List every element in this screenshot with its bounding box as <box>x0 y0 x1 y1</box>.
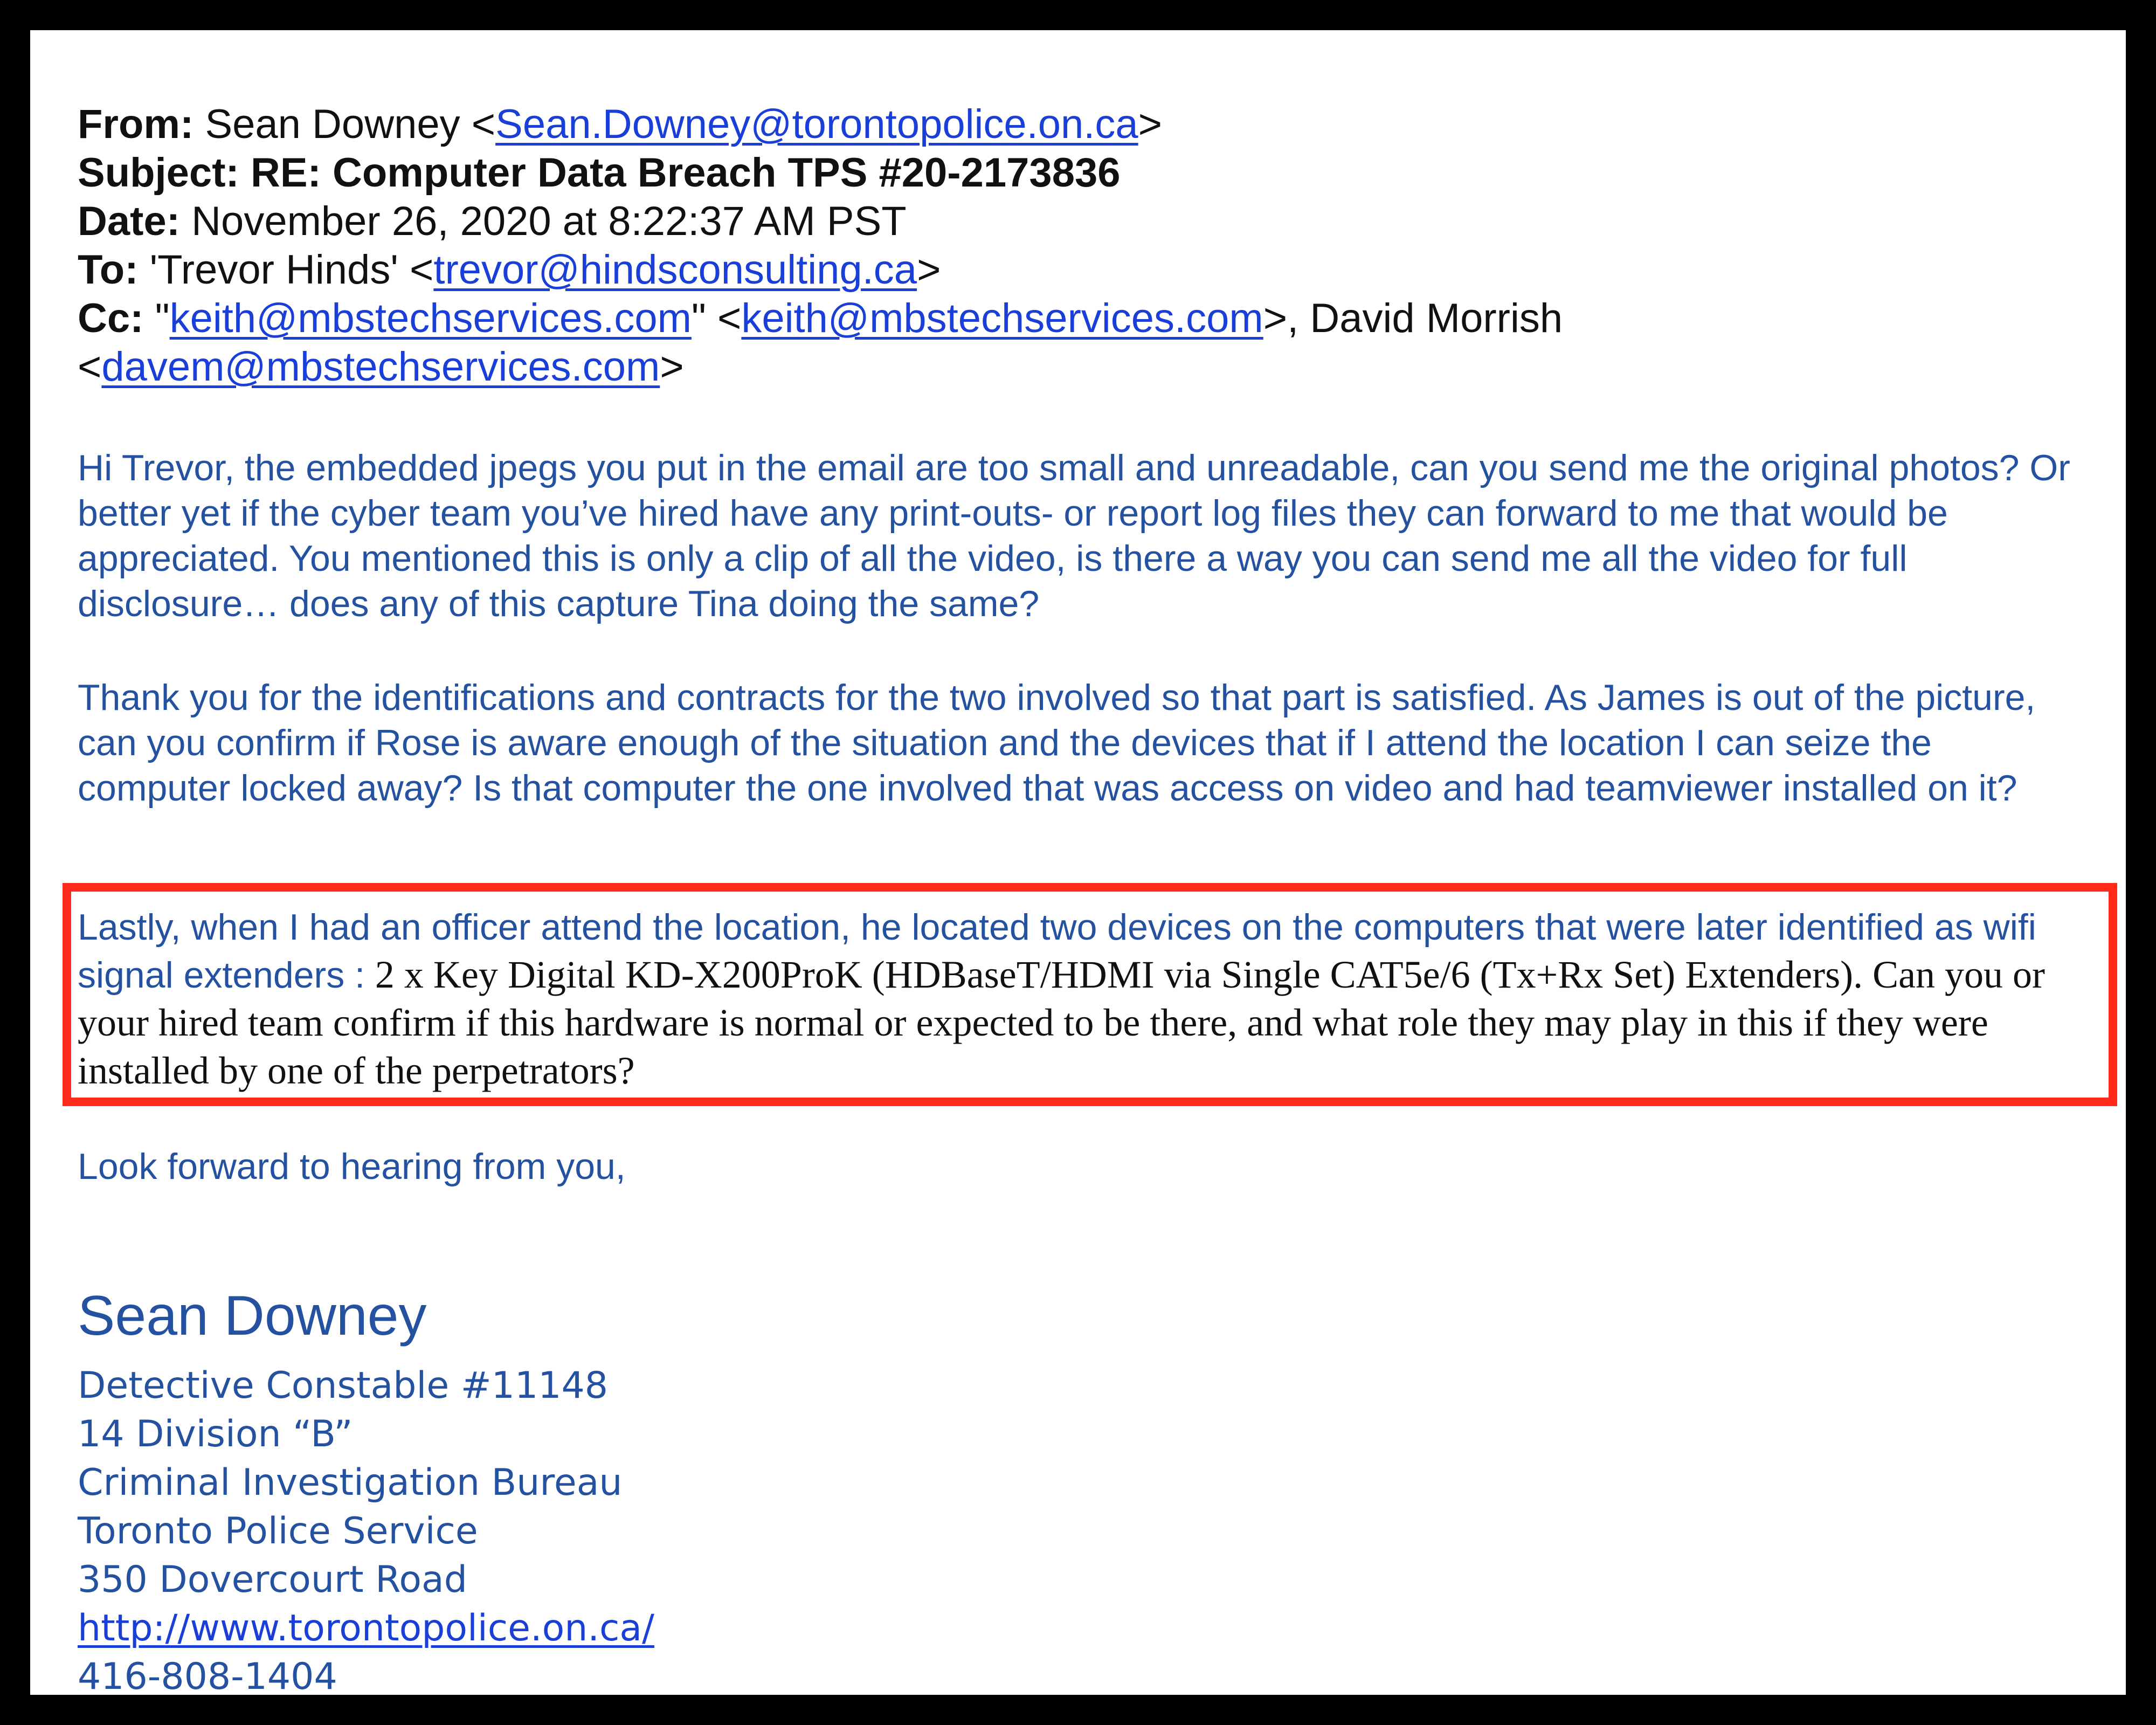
date-label: Date: <box>78 198 181 244</box>
signature-phone: 416-808-1404 <box>78 1655 337 1698</box>
signature-name: Sean Downey <box>78 1285 427 1347</box>
subject-label: Subject: <box>78 150 239 196</box>
from-email-link[interactable]: Sean.Downey@torontopolice.on.ca <box>495 101 1138 147</box>
date-text: November 26, 2020 at 8:22:37 AM PST <box>191 198 907 244</box>
subject-line <box>78 149 1563 197</box>
to-email-link[interactable]: trevor@hindsconsulting.ca <box>433 247 917 293</box>
email-page <box>30 30 2126 1698</box>
signature-website-link[interactable]: http://www.torontopolice.on.ca/ <box>78 1607 654 1650</box>
body-paragraph-3 <box>78 903 2083 1095</box>
signature-division: 14 Division “B” <box>78 1413 353 1455</box>
to-label: To: <box>78 247 139 293</box>
cc-line: Cc: "keith@mbstechservices.com" <keith@mbstechservices.com>, David Morrish <box>78 295 1563 341</box>
signature-website-row <box>78 1604 654 1653</box>
from-line: From: Sean Downey <Sean.Downey@torontopolice.on.ca> <box>78 101 1163 147</box>
cc-second-email-link[interactable]: davem@mbstechservices.com <box>101 344 660 390</box>
cc-display-link[interactable]: keith@mbstechservices.com <box>169 295 692 341</box>
closing-line: Look forward to hearing from you, <box>78 1146 626 1187</box>
cc-email-link[interactable]: keith@mbstechservices.com <box>741 295 1263 341</box>
to-name: 'Trevor Hinds' <box>149 247 398 293</box>
cc-second-name: David Morrish <box>1310 295 1563 341</box>
signature-organization: Toronto Police Service <box>78 1510 478 1552</box>
body-paragraph-1: Hi Trevor, the embedded jpegs you put in the email are too small and unreadable, can you send me the original photos? Or better yet if the cyber team you’ve hired have any print-outs- or report log files they can forward to me that would be appreciated. You mentioned this is only a clip of all the video, is there a way you can send me all the video for full disclosure… does any of this capture Tina doing the same? <box>78 447 2070 624</box>
signature-bureau: Criminal Investigation Bureau <box>78 1461 623 1504</box>
from-name: Sean Downey <box>205 101 460 147</box>
paragraph-3-intro: Lastly, when I had an officer attend the location, he located two devices on the computers that were later identified as wifi signal extenders : <box>78 907 2036 996</box>
email-header <box>78 100 1563 391</box>
signature-block <box>78 1281 654 1701</box>
cc-label: Cc: <box>78 295 144 341</box>
subject-text: RE: Computer Data Breach TPS #20-2173836 <box>250 150 1121 196</box>
cc-line-continued: <davem@mbstechservices.com> <box>78 344 684 390</box>
signature-address: 350 Dovercourt Road <box>78 1558 467 1601</box>
date-line <box>78 197 1563 246</box>
to-line: To: 'Trevor Hinds' <trevor@hindsconsulting.ca> <box>78 247 941 293</box>
body-paragraph-2: Thank you for the identifications and contracts for the two involved so that part is satisfied. As James is out of the picture, can you confirm if Rose is aware enough of the situation and the devices that if I attend the location I can seize the computer locked away? Is that computer the one involved that was access on video and had teamviewer installed on it? <box>78 677 2036 809</box>
signature-title: Detective Constable #11148 <box>78 1364 609 1407</box>
from-label: From: <box>78 101 194 147</box>
paragraph-3-device-details: 2 x Key Digital KD-X200ProK (HDBaseT/HDMI via Single CAT5e/6 (Tx+Rx Set) Extenders). Can you or your hired team confirm if this hardware is normal or expected to be there, and what role they may play in this if they were installed by one of the perpetrators? <box>78 953 2046 1092</box>
